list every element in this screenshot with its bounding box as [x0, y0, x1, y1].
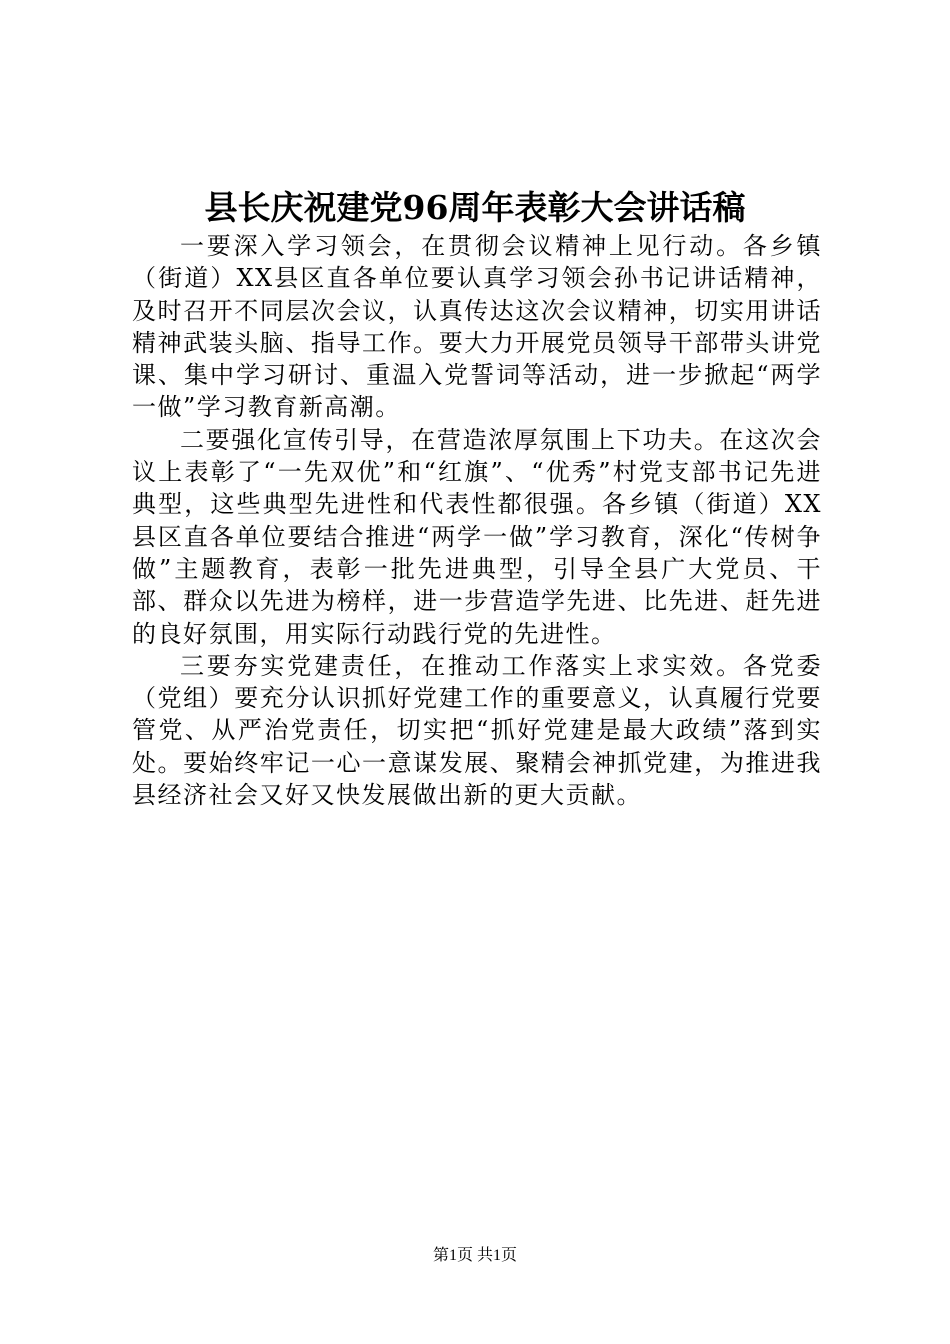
- paragraph-1: 一要深入学习领会，在贯彻会议精神上见行动。各乡镇（街道）XX县区直各单位要认真学习领会孙书记讲话精神，及时召开不同层次会议，认真传达这次会议精神，切实用讲话精神武装头脑、指导工作。要大力开展党员领导干部带头讲党课、集中学习研讨、重温入党誓词等活动，进一步掀起“两学一做”学习教育新高潮。: [132, 232, 822, 422]
- paragraph-3: 三要夯实党建责任，在推动工作落实上求实效。各党委（党组）要充分认识抓好党建工作的重要意义，认真履行党要管党、从严治党责任，切实把“抓好党建是最大政绩”落到实处。要始终牢记一心一意谋发展、聚精会神抓党建，为推进我县经济社会又好又快发展做出新的更大贡献。: [132, 651, 822, 810]
- document-title: 县长庆祝建党96周年表彰大会讲话稿: [204, 188, 746, 227]
- paragraph-2: 二要强化宣传引导，在营造浓厚氛围上下功夫。在这次会议上表彰了“一先双优”和“红旗”、“优秀”村党支部书记先进典型，这些典型先进性和代表性都很强。各乡镇（街道）XX县区直各单位要结合推进“两学一做”学习教育，深化“传树争做”主题教育，表彰一批先进典型，引导全县广大党员、干部、群众以先进为榜样，进一步营造学先进、比先进、赶先进的良好氛围，用实际行动践行党的先进性。: [132, 425, 822, 648]
- page-footer: 第1页 共1页: [432, 1247, 517, 1264]
- document-body: [132, 230, 822, 811]
